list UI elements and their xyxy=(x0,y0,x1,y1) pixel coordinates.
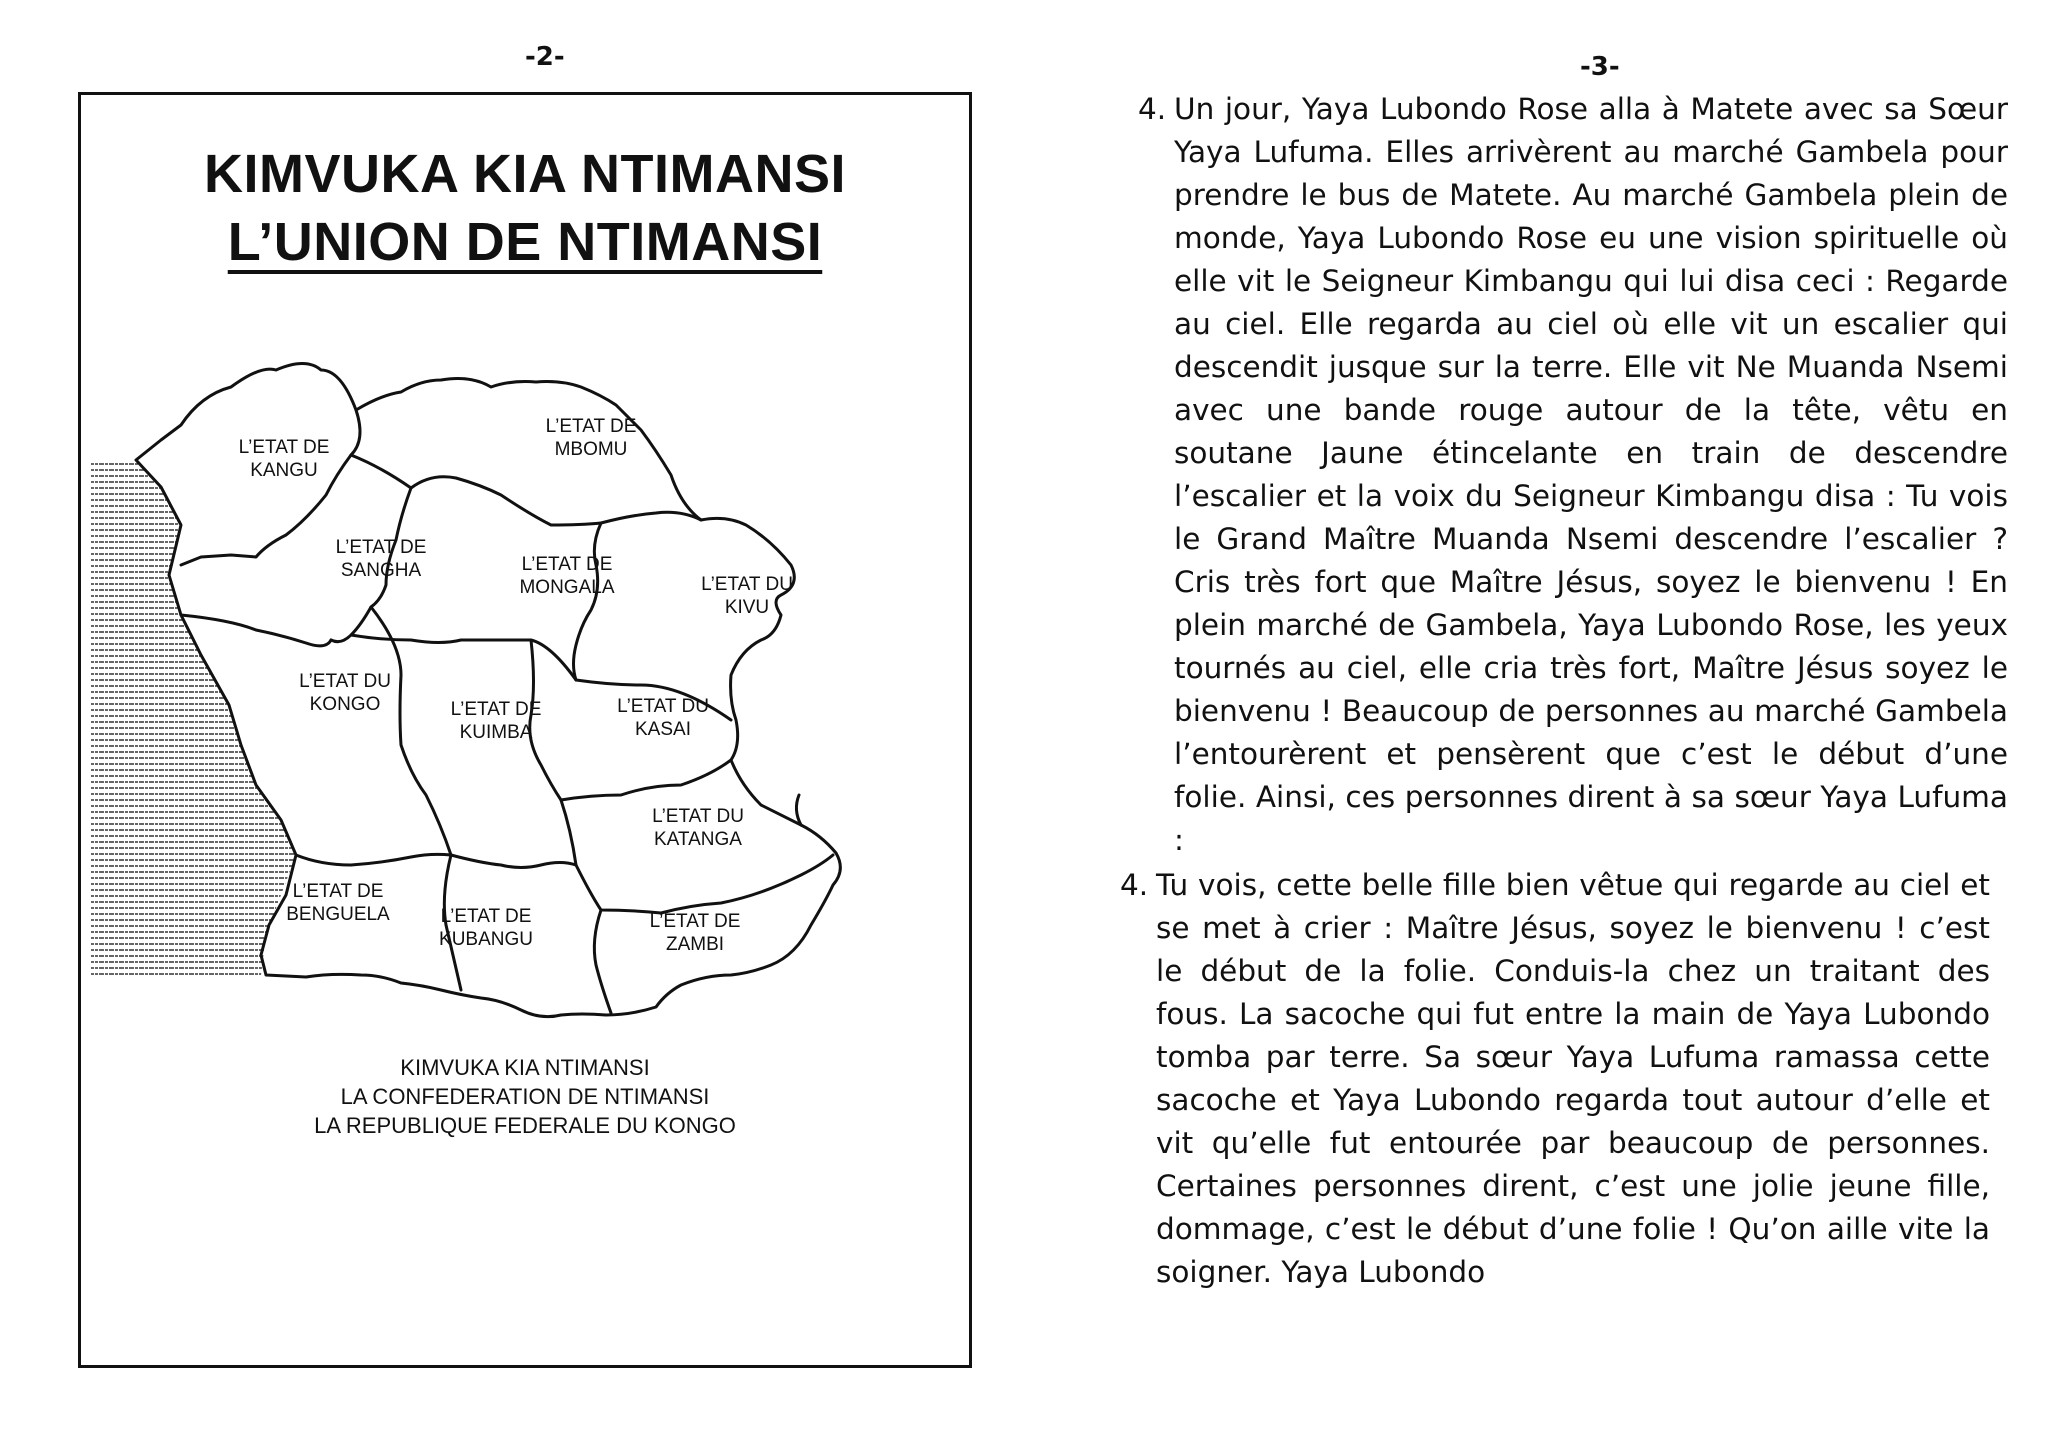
border-kongo-north xyxy=(181,615,331,646)
map-caption-line2: LA CONFEDERATION DE NTIMANSI xyxy=(340,1084,710,1109)
sea-hatching xyxy=(91,460,296,975)
border-mongala-kivu xyxy=(574,523,602,680)
state-benguela-label: L’ETAT DE BENGUELA xyxy=(286,881,390,925)
state-katanga-label: L’ETAT DU KATANGA xyxy=(652,806,744,850)
paragraph-4a xyxy=(1108,88,2008,862)
border-kuimba-kasai xyxy=(530,640,561,800)
state-kuimba-label: L’ETAT DE KUIMBA xyxy=(450,699,542,743)
left-page-number: -2- xyxy=(525,42,565,72)
border-kuimba-katanga xyxy=(561,800,576,865)
state-kubangu-label: L’ETAT DE KUBANGU xyxy=(439,906,533,950)
border-kasai-katanga-east xyxy=(796,795,801,825)
state-kivu-label: L’ETAT DU KIVU xyxy=(701,574,793,618)
paragraph-4a-text: Un jour, Yaya Lubondo Rose alla à Matete avec sa Sœur Yaya Lufuma. Elles arrivèrent au marché Gambela pour prendre le bus de Matete. Au marché Gambela plein de monde, Yaya Lubondo Rose eu une vision spirituelle où elle vit le Seigneur Kimbangu qui lui disa ceci : Regarde au ciel. Elle regarda au ciel où elle vit un escalier qui descendit jusque sur la terre. Elle vit Ne Muanda Nsemi avec une bande rouge autour de la tête, vêtu en soutane Jaune étincelante en train de descendre l’escalier et la voix du Seigneur Kimbangu disa : Tu vois le Grand Maître Muanda Nsemi descendre l’escalier ? Cris très fort que Maître Jésus, soyez le bienvenu ! En plein marché de Gambela, Yaya Lubondo Rose, les yeux tournés au ciel, elle cria très fort, Maître Jésus soyez le bienvenu ! Beaucoup de personnes au marché Gambela l’entourèrent et pensèrent que c’est le début d’une folie. Ainsi, ces personnes dirent à sa sœur Yaya Lufuma : xyxy=(1174,92,2008,857)
state-kasai-label: L’ETAT DU KASAI xyxy=(617,696,709,740)
paragraph-4b xyxy=(1090,864,1990,1294)
state-sangha-label: L’ETAT DE SANGHA xyxy=(335,537,427,581)
border-kubangu-zambi xyxy=(594,910,611,1013)
state-mongala-label: L’ETAT DE MONGALA xyxy=(519,554,615,598)
map-caption-line1: KIMVUKA KIA NTIMANSI xyxy=(400,1055,650,1080)
border-kuimba-kubangu xyxy=(451,855,576,868)
right-page-number: -3- xyxy=(1580,52,1620,82)
border-kasai-katanga xyxy=(561,760,731,800)
ntimansi-map xyxy=(81,95,971,1365)
state-zambi-label: L’ETAT DE ZAMBI xyxy=(649,911,741,955)
paragraph-4b-text: Tu vois, cette belle fille bien vêtue qui regarde au ciel et se met à crier : Maître Jésus, soyez le bienvenu ! c’est le début de la folie. Conduis-la chez un traitant des fous. La sacoche qui fut entre la main de Yaya Lubondo tomba par terre. Sa sœur Yaya Lufuma ramassa cette sacoche et Yaya Lubondo regarda tout autour d’elle et vit qu’elle fut entourée par beaucoup de personnes. Certaines personnes dirent, c’est une jolie jeune fille, dommage, c’est le début d’une folie ! Qu’on aille vite la soigner. Yaya Lubondo xyxy=(1156,868,1990,1289)
right-page-text xyxy=(1108,88,2008,1294)
border-katanga-zambi xyxy=(576,855,833,913)
map-caption-line3: LA REPUBLIQUE FEDERALE DU KONGO xyxy=(314,1113,736,1138)
state-kongo-label: L’ETAT DU KONGO xyxy=(299,671,391,715)
border-kongo-kuimba xyxy=(371,607,451,855)
state-mbomu-label: L’ETAT DE MBOMU xyxy=(545,416,637,460)
state-kangu-label: L’ETAT DE KANGU xyxy=(238,437,330,481)
paragraph-4b-number: 4. xyxy=(1120,868,1149,902)
paragraph-4a-number: 4. xyxy=(1138,92,1167,126)
border-kangu-mbomu xyxy=(351,410,360,455)
left-page-frame xyxy=(78,92,972,1368)
map-title-line1: KIMVUKA KIA NTIMANSI xyxy=(204,144,846,204)
map-title-line2-text: L’UNION DE NTIMANSI xyxy=(227,212,823,272)
border-kongo-benguela xyxy=(296,854,451,865)
